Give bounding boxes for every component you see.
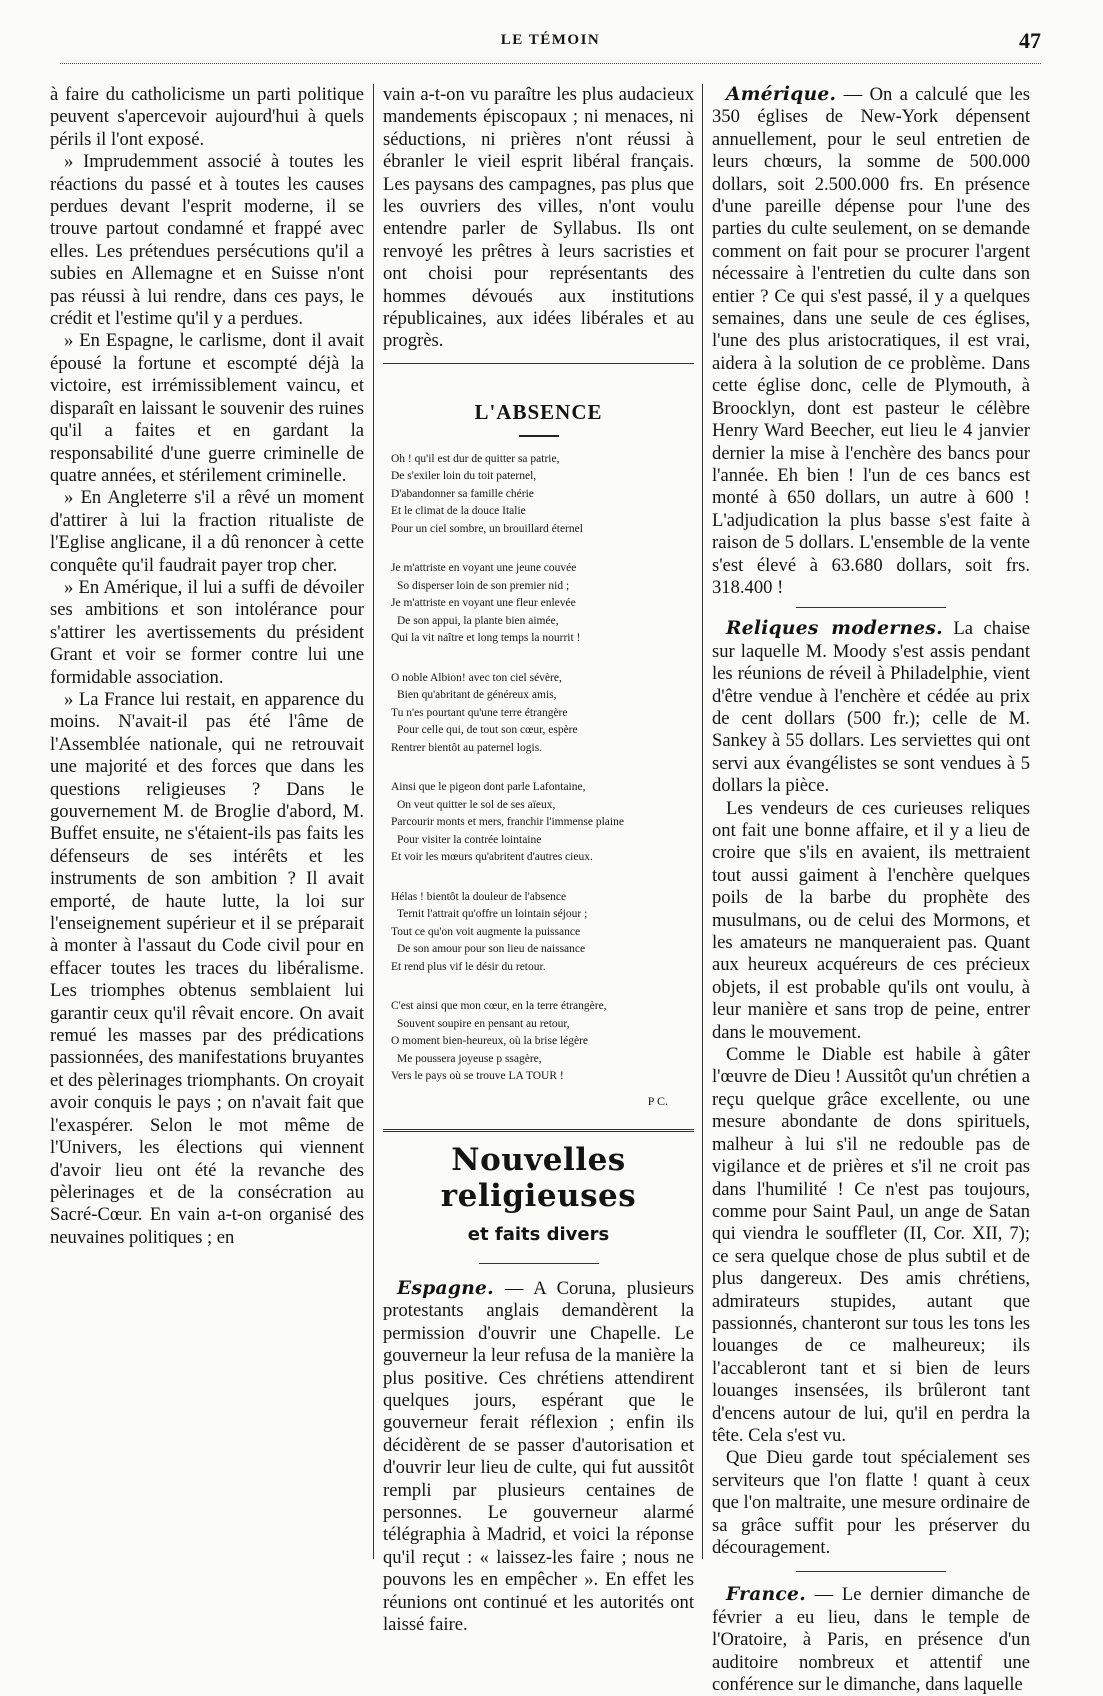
- page-header: [60, 28, 1041, 58]
- section-subtitle: et faits divers: [467, 1223, 610, 1245]
- article-paragraph: » En Angleterre s'il a rêvé un moment d'attirer à lui la fraction ritualiste de l'Eglise anglicane, il a dû renoncer à cette conquête qu'il faudrait payer trop cher.: [50, 487, 364, 576]
- news-item-heading: Amérique.: [726, 84, 837, 105]
- poem-title: L'ABSENCE: [474, 399, 603, 424]
- article-paragraph: » La France lui restait, en apparence du moins. N'avait-il pas été l'âme de l'Assemblée nationale, qui ne retrouvait une majorité et des forces que dans les questions religieuses ? Dans le gouvernement M. de Broglie d'abord, M. Buffet ensuite, ne s'étaient-ils pas faits les défenseurs de ses intérêts et les instruments de son ambition ? Il avait emporté, de haute lutte, la loi sur l'enseignement supérieur et il se préparait à monter à l'assaut du Code civil pour en effacer toutes les traces du libéralisme. Les triomphes obtenus semblaient lui garantir ceux qu'il rêvait encore. On avait remué les masses par des prédications passionnées, des manifestations bruyantes et des pèlerinages triomphants. On croyait avoir conquis le pays ; on n'avait fait que l'exaspérer. Selon le mot même de l'Univers, les élections qui viennent d'avoir lieu ont été la revanche des pèlerinages et de la consécration au Sacré-Cœur. En vain a-t-on organisé des neuvaines politiques ; en: [50, 688, 364, 1248]
- article-paragraph: vain a-t-on vu paraître les plus audacieux mandements épiscopaux ; ni menaces, ni séductions, ni prières n'ont réussi à ébranler le vieil esprit libéral français. Les paysans des campagnes, pas plus que les ouvriers des villes, n'ont voulu entendre parler de Syllabus. Ils ont renvoyé les prêtres à leurs sacristies et ont choisi pour représentants des hommes dévoués aux institutions républicaines, aux idées libérales et au progrès.: [383, 84, 694, 352]
- poem-line: Tout ce qu'on voit augmente la puissance: [391, 925, 581, 938]
- poem: [383, 451, 694, 1086]
- section-rule: [796, 1571, 946, 1572]
- poem-stanza: [391, 451, 694, 539]
- news-item-text: — On a calculé que les 350 églises de New-York dépensent annuellement, pour le seul entretien de leurs chœurs, la somme de 500.000 dollars, soit 2.500.000 frs. En présence d'une pareille dépense pour l'une des parties du culte seulement, on se demande comment on fait pour se procurer l'argent nécessaire à l'entretien du culte dans son entier ? Ce qui s'est passé, il y a quelques semaines, dans une seule de ces églises, l'une des plus aristocratiques, il est vrai, aidera à la solution de ce problème. Dans cette église donc, celle de Plymouth, à Broocklyn, dont est pasteur le célèbre Henry Ward Beecher, eut lieu le 4 janvier dernier la mise à l'enchère des bancs pour l'année. Eh bien ! l'un de ces bancs est monté à 650 dollars, un autre à 600 ! L'adjudication la plus basse s'est faite à raison de 5 dollars. L'ensemble de la vente s'est élevé à 63.680 dollars, soit frs. 318.400 !: [712, 84, 1030, 598]
- poem-line: Me poussera joyeuse p ssagère,: [397, 1052, 542, 1065]
- news-item-heading: Reliques modernes.: [726, 618, 943, 640]
- poem-stanza: [391, 998, 694, 1086]
- news-item-heading: France.: [726, 1584, 806, 1606]
- article-paragraph: » Imprudemment associé à toutes les réactions du passé et à toutes les causes perdues devant l'esprit moderne, il se trouve partout condamné et frappé avec elles. Les prétendues persécutions qu'il a subies en Allemagne et en Suisse n'ont pas réussi à lui rendre, dans ces pays, le crédit et l'estime qu'il y a perdues.: [50, 151, 364, 330]
- article-paragraph: » En Amérique, il lui a suffi de dévoiler ses ambitions et son intolérance pour s'attirer les avertissements du président Grant et voir se former contre lui une formidable association.: [50, 576, 364, 688]
- poem-line: Pour celle qui, de tout son cœur, espère: [397, 724, 578, 737]
- poem-line: Vers le pays où se trouve LA TOUR !: [391, 1070, 564, 1083]
- poem-line: Ainsi que le pigeon dont parle Lafontaine,: [391, 781, 586, 794]
- poem-line: De son amour pour son lieu de naissance: [397, 943, 586, 956]
- news-item-text: — A Coruna, plusieurs protestants anglais demandèrent la permission d'ouvrir une Chapelle. Le gouverneur la leur refusa de la manière la plus positive. Ces chrétiens attendirent quelques jours, espérant que le gouverneur ferait réflexion ; enfin ils décidèrent de se passer d'autorisation et d'ouvrir leur lieu de culte, qui fut aussitôt rempli par plusieurs centaines de personnes. Le gouverneur alarmé télégraphia à Madrid, et voici la réponse qu'il reçut : « laissez-les faire ; nous ne pouvons les en empêcher ». En effet les réunions ont continué et les autorités ont laissé faire.: [383, 1277, 694, 1635]
- poem-stanza: [391, 560, 694, 648]
- section-title: Nouvelles religieuses: [440, 1141, 637, 1214]
- poem-line: Souvent soupire en pensant au retour,: [397, 1017, 570, 1030]
- poem-line: Oh ! qu'il est dur de quitter sa patrie,: [391, 452, 560, 465]
- poem-stanza: [391, 670, 694, 758]
- news-item-reliques: [712, 618, 1030, 797]
- poem-line: Rentrer bientôt au paternel logis.: [391, 741, 543, 754]
- poem-signature: P C.: [647, 1093, 668, 1108]
- poem-line: Je m'attriste en voyant une jeune couvée: [391, 562, 577, 575]
- news-item-heading: Espagne.: [397, 1277, 494, 1299]
- poem-line: C'est ainsi que mon cœur, en la terre étrangère,: [391, 1000, 607, 1013]
- page-number: 47: [1019, 28, 1041, 53]
- poem-line: Pour un ciel sombre, un brouillard éternel: [391, 522, 583, 535]
- poem-title-rule: [519, 435, 559, 437]
- section-rule: [479, 1263, 599, 1264]
- news-item-text: — Le dernier dimanche de février a eu lieu, dans le temple de l'Oratoire, à Paris, en présence d'un auditoire nombreux et attentif une conférence sur le dimanche, dans laquelle: [712, 1584, 1030, 1696]
- article-paragraph: Les vendeurs de ces curieuses reliques ont fait une bonne affaire, et il y a lieu de croire que s'ils en avaient, ils mettraient tout aussi gaiment à l'enchère quelques poils de la barbe du prophète des musulmans, ou de celui des Mormons, et les amateurs ne manqueraient pas. Quant aux heureux acquéreurs de ces précieux objets, il est probable qu'ils ont voulu, à leur manière et sans trop de peine, entrer dans le mouvement.: [712, 797, 1030, 1043]
- poem-line: Et rend plus vif le désir du retour.: [391, 960, 546, 973]
- poem-line: Parcourir monts et mers, franchir l'immense plaine: [391, 816, 624, 829]
- poem-line: De s'exiler loin du toit paternel,: [391, 470, 537, 483]
- poem-line: Pour visiter la contrée lointaine: [397, 833, 542, 846]
- poem-line: D'abandonner sa famille chérie: [391, 487, 534, 500]
- column-3: [712, 84, 1030, 1696]
- article-paragraph: Comme le Diable est habile à gâter l'œuvre de Dieu ! Aussitôt qu'un chrétien a reçu quelque grâce excellente, ou une mesure abondante de dons spirituels, malheur à lui s'il ne redouble pas de vigilance et de prières et s'il ne croit pas dans l'humilité ! Ce n'est pas toujours, comme pour Saint Paul, un ange de Satan qui viendra le souffleter (II, Cor. XII, 7); ce sera quelque chose de plus subtil et de plus dangereux. Des amis chrétiens, admirateurs stupides, autant que passionnés, chanteront sur tous les tons les louanges de ce malheureux; ils l'accableront tant et si bien de leurs louanges insensées, ils brûleront tant d'encens autour de lui, qu'il en perdra la tête. Cela s'est vu.: [712, 1044, 1030, 1446]
- poem-line: O noble Albion! avec ton ciel sévère,: [391, 671, 562, 684]
- poem-line: Hélas ! bientôt la douleur de l'absence: [391, 890, 567, 903]
- newspaper-title: LE TÉMOIN: [500, 32, 601, 48]
- section-rule: [383, 1129, 694, 1132]
- article-paragraph: à faire du catholicisme un parti politique peuvent s'apercevoir aujourd'hui à quels périls il l'ont exposé.: [50, 84, 364, 150]
- poem-stanza: [391, 889, 694, 977]
- poem-line: Bien qu'abritant de généreux amis,: [397, 689, 557, 702]
- article-paragraph: » En Espagne, le carlisme, dont il avait épousé la fortune et escompté déjà la victoire, est irrémissiblement vaincu, et disparaît en laissant le souvenir des ruines qu'il a faites et en gardant la responsabilité d'une guerre criminelle de quatre années, et stérilement criminelle.: [50, 330, 364, 486]
- poem-line: So disperser loin de son premier nid ;: [397, 579, 570, 592]
- section-rule: [796, 607, 946, 608]
- column-divider: [373, 84, 374, 1559]
- poem-line: Et voir les mœurs qu'abritent d'autres cieux.: [391, 851, 593, 864]
- poem-line: Et le climat de la douce Italie: [391, 505, 526, 518]
- article-paragraph: Que Dieu garde tout spécialement ses serviteurs que l'on flatte ! quant à ceux que l'on maltraite, une mesure ordinaire de sa grâce suffit pour les préserver du découragement.: [712, 1447, 1030, 1558]
- news-item-text: La chaise sur laquelle M. Moody s'est assis pendant les réunions de réveil à Philadelphie, vient d'être vendue à l'enchère et cédée au prix de cent dollars (500 fr.); celle de M. Sankey à 55 dollars. Les serviettes qui ont servi aux évangélistes se sont vendues à 5 dollars la pièce.: [712, 618, 1030, 797]
- poem-line: Ternit l'attrait qu'offre un lointain séjour ;: [397, 908, 588, 921]
- poem-line: Tu n'es pourtant qu'une terre étrangère: [391, 706, 568, 719]
- column-2: [383, 84, 694, 1635]
- poem-line: On veut quitter le sol de ses aïeux,: [397, 798, 556, 811]
- header-rule: [60, 63, 1041, 64]
- news-item-amerique: [712, 84, 1030, 599]
- poem-line: Qui la vit naître et long temps la nourrit !: [391, 632, 581, 645]
- poem-stanza: [391, 779, 694, 867]
- section-rule: [383, 363, 694, 364]
- news-item-france: [712, 1584, 1030, 1696]
- news-item-espagne: [383, 1278, 694, 1637]
- column-1: [50, 84, 364, 1576]
- poem-line: De son appui, la plante bien aimée,: [397, 614, 559, 627]
- poem-line: O moment bien-heureux, où la brise légère: [391, 1035, 589, 1048]
- column-divider: [702, 84, 703, 1559]
- poem-line: Je m'attriste en voyant une fleur enlevée: [391, 597, 576, 610]
